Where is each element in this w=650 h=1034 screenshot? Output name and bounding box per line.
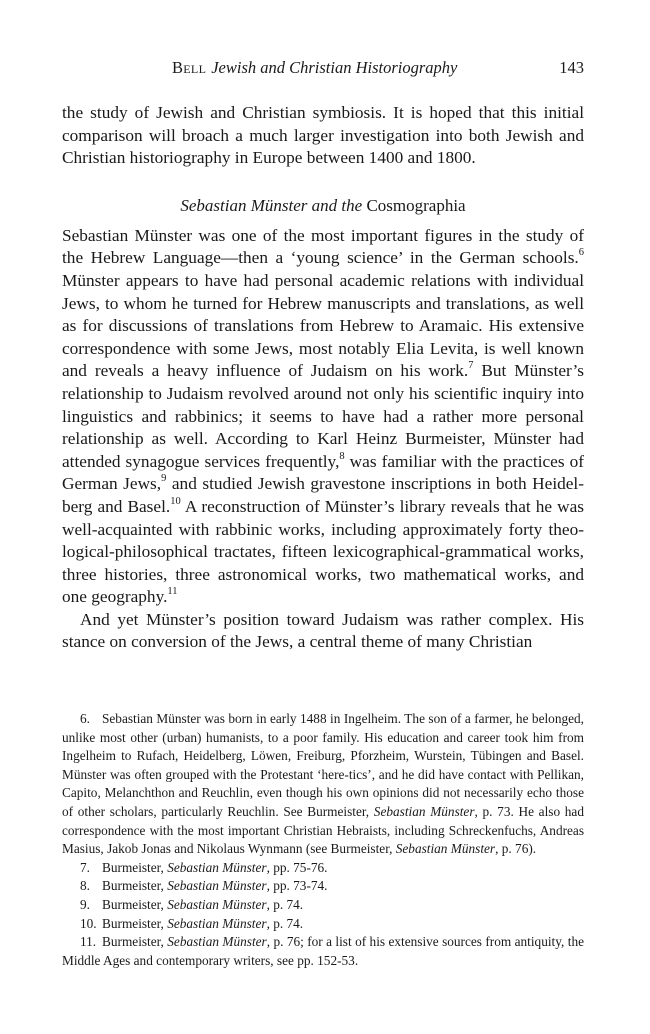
- footnote-9: [62, 896, 584, 915]
- running-head-author: Bell: [172, 58, 207, 77]
- text-run: Burmeister,: [102, 878, 168, 894]
- footnote-number: 9.: [80, 897, 90, 912]
- citation-title: Sebastian Münster: [167, 934, 267, 950]
- footnote-7: [62, 859, 584, 878]
- footnote-8: [62, 877, 584, 896]
- paragraph-position: And yet Münster’s position toward Judaism was rather complex. His stance on conversion of the Jews, a central theme of many Christian: [62, 609, 584, 652]
- text-run: But Münster’s relationship to Judaism revolved around not only his scientific inquiry into linguistics and rabbinics; it seems to have had a rather more personal relationship as well. According to Karl Heinz Burmeister, Münster had attended synagogue services frequently,: [62, 361, 584, 471]
- footnote-ref: 9: [161, 473, 167, 485]
- citation-title: Sebastian Münster: [167, 878, 267, 894]
- footnote-ref: 10: [170, 496, 181, 508]
- paragraph-munster: [62, 225, 584, 609]
- text-run: was familiar with the practices of German Jews,: [62, 451, 584, 494]
- running-head-title: Jewish and Christian Historiography: [211, 58, 458, 77]
- text-run: , pp. 75-76.: [266, 859, 328, 875]
- footnote-number: 8.: [80, 878, 90, 894]
- text-run: Burmeister,: [102, 897, 168, 912]
- text-run: Burmeister,: [102, 859, 168, 875]
- running-head: [172, 58, 457, 78]
- running-header: [62, 58, 584, 82]
- section-heading-italic: Sebastian Münster and the: [180, 195, 363, 215]
- text-run: Burmeister,: [102, 934, 168, 950]
- text-run: , p. 76).: [495, 841, 537, 857]
- text-run: Burmeister,: [102, 915, 168, 931]
- text-run: , p. 73. He also had correspondence with the most important Christian Hebraists, including Schreckenfuchs, Andreas Masius, Jakob Jonas and Nikolaus Wynmann (see Burmeister,: [62, 804, 584, 857]
- paragraph-continued: the study of Jewish and Christian symbiosis. It is hoped that this initial comparison will broach a much larger investigation into both Jewish and Christian historiography in Europe between 1400 and 1800.: [62, 103, 584, 168]
- text-run: Münster appears to have had personal academic relations with individual Jews, to whom he turned for Hebrew manuscripts and translations, as well as for discussions of translations from Hebrew to Aramaic. His extensive correspondence with some Jews, most notably Elia Levita, is well known and reveals a heavy influence of Judaism on his work.: [62, 270, 584, 381]
- text-run: Sebastian Münster was born in early 1488 in Ingelheim. The son of a farmer, he belonged, unlike most other (urban) humanists, to a poor family. His education and career took him from Ingelheim to Rufach, Heidelberg, Löwen, Freiburg, Pforzheim, Wurstein, Tübingen and Basel. Münster was often grouped with the Protestant ‘here-tics’, and he did have contact with Pellikan, Capito, Melanchthon and Reuchlin, even though his own opinions did not necessarily echo those of other scholars, particularly Reuchlin. See Burmeister,: [62, 711, 584, 820]
- text-run: , p. 74.: [266, 897, 304, 912]
- text-run: , pp. 73-74.: [266, 878, 328, 894]
- citation-title: Sebastian Münster: [167, 859, 267, 875]
- citation-title: Sebastian Münster: [167, 915, 267, 931]
- text-run: , p. 76; for a list of his extensive sources from antiquity, the Middle Ages and contemporary writers, see pp. 152-53.: [62, 934, 584, 968]
- text-run: and studied Jewish gravestone inscriptions in both Heidel-berg and Basel.: [62, 474, 584, 516]
- text-run: Sebastian Münster was one of the most important figures in the study of the Hebrew Language—then a ‘young science’ in the German schools.: [62, 225, 584, 268]
- footnote-number: 10.: [80, 915, 97, 931]
- text-run: A reconstruction of Münster’s library reveals that he was well-acquainted with rabbinic works, including approximately forty theo-logical-philosophical tractates, fifteen lexicographical-grammatical works, three histories, three astronomical works, two mathematical works, and one geography.: [62, 496, 584, 607]
- footnote-11: [62, 933, 584, 970]
- footnote-ref: 6: [578, 247, 584, 259]
- footnote-ref: 11: [167, 586, 178, 598]
- citation-title: Sebastian Münster: [167, 897, 267, 912]
- page-number: 143: [559, 58, 584, 77]
- page: [62, 58, 584, 970]
- text-run: , p. 74.: [266, 915, 304, 931]
- footnote-number: 7.: [80, 859, 90, 875]
- footnote-number: 11.: [80, 934, 97, 950]
- footnote-number: 6.: [80, 711, 90, 727]
- citation-title: Sebastian Münster: [373, 804, 475, 820]
- footnote-ref: 7: [468, 360, 474, 372]
- footnote-10: [62, 915, 584, 934]
- section-heading: [62, 196, 584, 216]
- citation-title: Sebastian Münster: [395, 841, 496, 857]
- section-heading-roman: Cosmographia: [366, 195, 466, 215]
- footnote-6: [62, 710, 584, 859]
- footnote-ref: 8: [339, 450, 345, 462]
- footnotes: [62, 710, 584, 970]
